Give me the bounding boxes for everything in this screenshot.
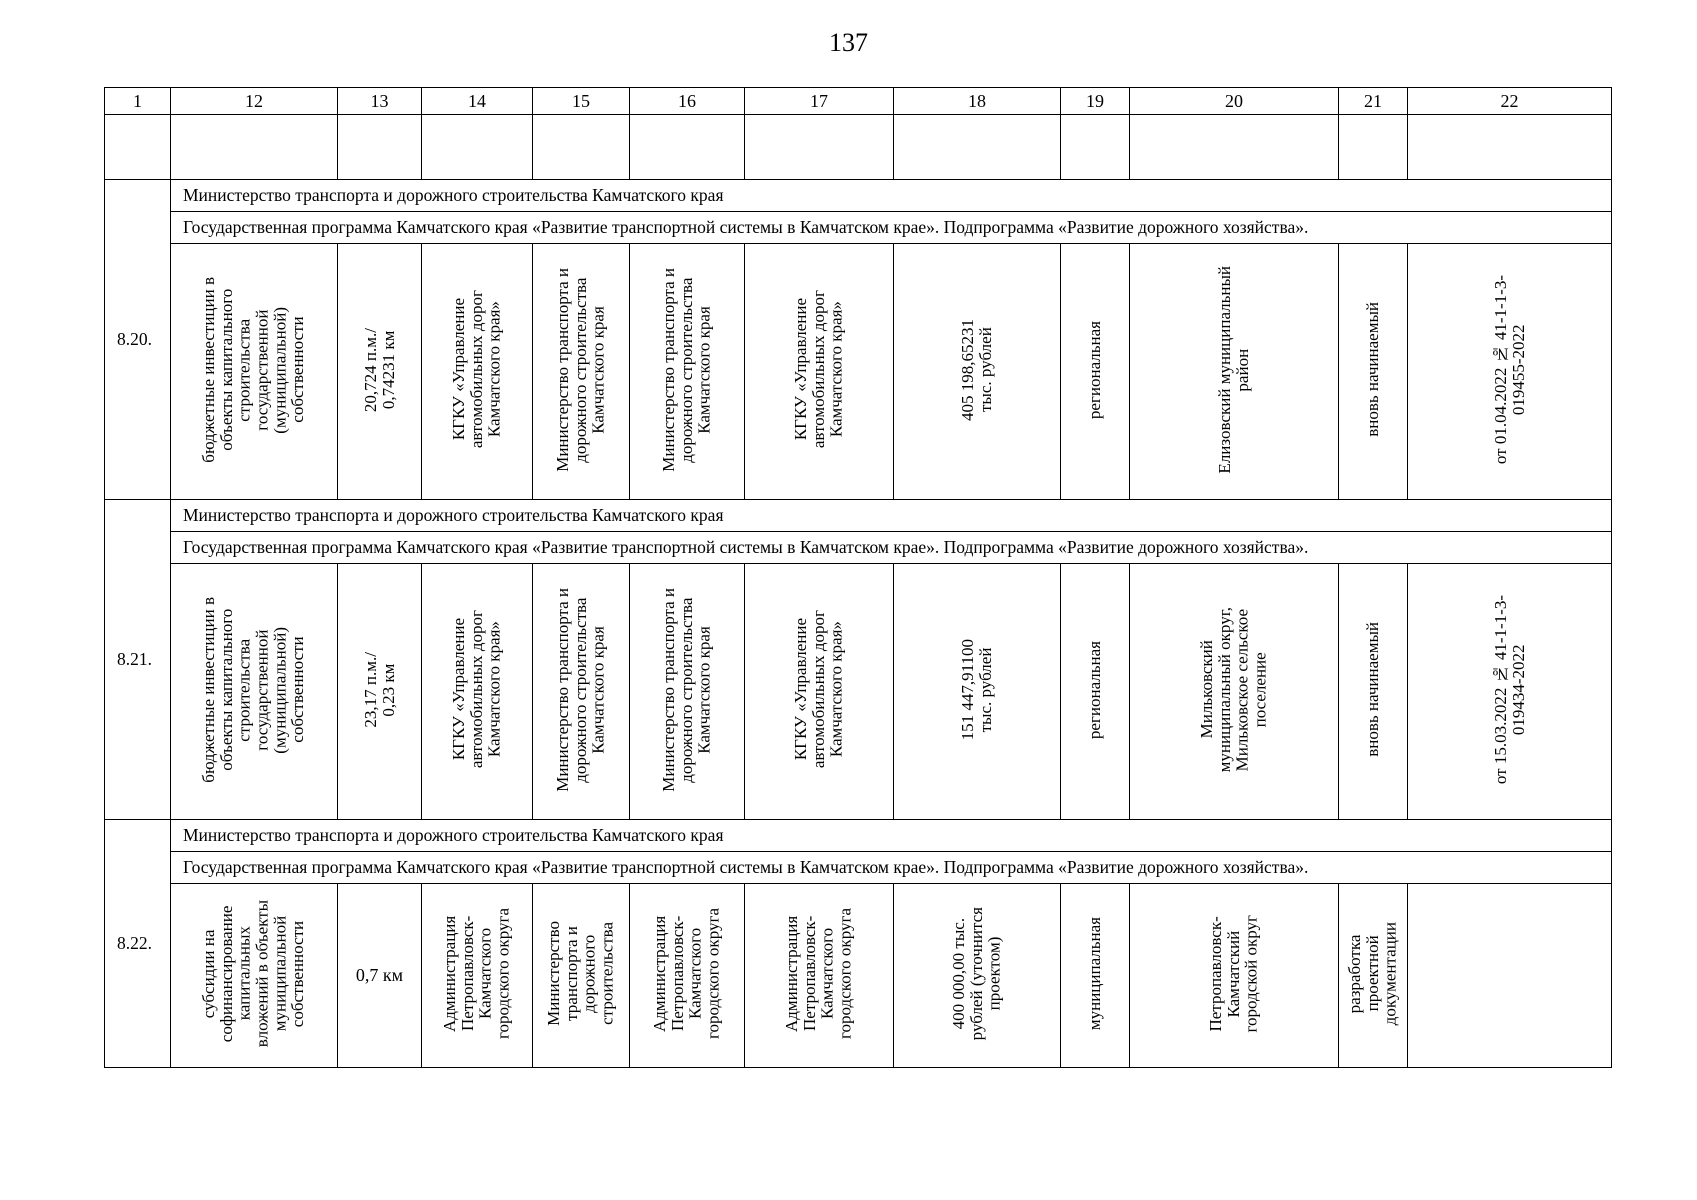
empty-cell [533, 115, 630, 180]
ministry-row [105, 180, 1612, 212]
program-row [105, 532, 1612, 564]
column-number: 12 [171, 88, 338, 115]
ministry-row [105, 500, 1612, 532]
detail-text: бюджетные инвестиции в объекты капитального строительства государственной (муниципальной) собственности [199, 276, 308, 463]
object-details-row [105, 244, 1612, 500]
detail-text: региональная [1085, 320, 1105, 419]
detail-cell [1339, 564, 1408, 820]
detail-cell [171, 564, 338, 820]
empty-cell [1339, 115, 1408, 180]
detail-cell [338, 564, 422, 820]
detail-text: Елизовский муниципальный район [1215, 265, 1252, 474]
detail-text: Администрация Петропавловск- Камчатского городского округа [650, 908, 723, 1040]
detail-text: Министерство транспорта и дорожного строительства Камчатского края [659, 587, 714, 792]
program-row [105, 212, 1612, 244]
detail-cell [338, 244, 422, 500]
detail-cell [422, 564, 533, 820]
object-details-row [105, 564, 1612, 820]
detail-cell [894, 244, 1061, 500]
detail-text: 23,17 п.м./ 0,23 км [360, 651, 398, 728]
detail-cell [533, 564, 630, 820]
detail-text: от 01.04.2022 № 41-1-1-3- 019455-2022 [1490, 275, 1528, 465]
detail-cell [1061, 564, 1130, 820]
detail-text: 400 000,00 тыс. рублей (уточнится проектом) [949, 906, 1004, 1041]
detail-text: вновь начинаемый [1363, 622, 1383, 757]
column-number: 18 [894, 88, 1061, 115]
detail-cell [1339, 244, 1408, 500]
detail-text: 0,7 км [355, 965, 404, 986]
detail-text: разработка проектной документации [1345, 921, 1400, 1026]
detail-cell [1408, 884, 1612, 1068]
column-number: 21 [1339, 88, 1408, 115]
detail-text: Мильковский муниципальный округ, Мильковское сельское поселение [1197, 606, 1270, 773]
ministry-name: Министерство транспорта и дорожного строительства Камчатского края [171, 500, 1612, 532]
detail-cell [533, 244, 630, 500]
empty-cell [171, 115, 338, 180]
detail-text: Администрация Петропавловск- Камчатского городского округа [782, 908, 855, 1040]
detail-text: 20,724 п.м./ 0,74231 км [360, 327, 398, 412]
empty-cell [105, 115, 171, 180]
detail-cell [422, 244, 533, 500]
empty-cell [1130, 115, 1339, 180]
detail-text: КГКУ «Управление автомобильных дорог Камчатского края» [791, 610, 846, 769]
detail-text: региональная [1085, 640, 1105, 739]
program-name: Государственная программа Камчатского края «Развитие транспортной системы в Камчатском крае». Подпрограмма «Развитие дорожного хозяйства». [171, 532, 1612, 564]
column-number: 22 [1408, 88, 1612, 115]
empty-cell [630, 115, 745, 180]
row-number: 8.22. [105, 820, 171, 1068]
detail-cell [1339, 884, 1408, 1068]
column-number: 16 [630, 88, 745, 115]
detail-cell [338, 884, 422, 1068]
detail-cell [630, 564, 745, 820]
column-number: 1 [105, 88, 171, 115]
ministry-row [105, 820, 1612, 852]
detail-cell [894, 564, 1061, 820]
empty-cell [338, 115, 422, 180]
detail-text: бюджетные инвестиции в объекты капитального строительства государственной (муниципальной) собственности [199, 596, 308, 783]
column-number: 17 [745, 88, 894, 115]
ministry-name: Министерство транспорта и дорожного строительства Камчатского края [171, 820, 1612, 852]
detail-text: вновь начинаемый [1363, 302, 1383, 437]
empty-row [105, 115, 1612, 180]
column-number: 14 [422, 88, 533, 115]
detail-cell [422, 884, 533, 1068]
empty-cell [745, 115, 894, 180]
empty-cell [1408, 115, 1612, 180]
detail-cell [1061, 884, 1130, 1068]
detail-text: Администрация Петропавловск- Камчатского городского округа [440, 908, 513, 1040]
page-number: 137 [829, 28, 868, 57]
ministry-name: Министерство транспорта и дорожного строительства Камчатского края [171, 180, 1612, 212]
row-number: 8.21. [105, 500, 171, 820]
detail-cell [171, 244, 338, 500]
program-name: Государственная программа Камчатского края «Развитие транспортной системы в Камчатском крае». Подпрограмма «Развитие дорожного хозяйства». [171, 212, 1612, 244]
detail-text: Петропавловск- Камчатский городской округ [1206, 914, 1261, 1033]
detail-cell [1061, 244, 1130, 500]
detail-text: Министерство транспорта и дорожного строительства [544, 921, 617, 1026]
column-number: 13 [338, 88, 422, 115]
detail-text: 151 447,91100 тыс. рублей [958, 638, 995, 741]
program-row [105, 852, 1612, 884]
object-details-row [105, 884, 1612, 1068]
detail-cell [533, 884, 630, 1068]
detail-text: муниципальная [1085, 917, 1105, 1031]
detail-cell [745, 884, 894, 1068]
detail-cell [745, 244, 894, 500]
detail-text: КГКУ «Управление автомобильных дорог Камчатского края» [449, 290, 504, 449]
detail-text: Министерство транспорта и дорожного строительства Камчатского края [659, 267, 714, 472]
column-number: 20 [1130, 88, 1339, 115]
detail-cell [171, 884, 338, 1068]
objects-table [104, 87, 1612, 1068]
detail-cell [1130, 244, 1339, 500]
detail-cell [894, 884, 1061, 1068]
detail-cell [1130, 884, 1339, 1068]
empty-cell [894, 115, 1061, 180]
detail-text: от 15.03.2022 № 41-1-1-3- 019434-2022 [1490, 595, 1528, 785]
detail-cell [745, 564, 894, 820]
column-number: 15 [533, 88, 630, 115]
detail-text: КГКУ «Управление автомобильных дорог Камчатского края» [449, 610, 504, 769]
detail-cell [1408, 564, 1612, 820]
program-name: Государственная программа Камчатского края «Развитие транспортной системы в Камчатском крае». Подпрограмма «Развитие дорожного хозяйства». [171, 852, 1612, 884]
detail-text: КГКУ «Управление автомобильных дорог Камчатского края» [791, 290, 846, 449]
detail-cell [1130, 564, 1339, 820]
detail-text: 405 198,65231 тыс. рублей [958, 318, 995, 421]
detail-text: субсидии на софинансирование капитальных вложений в объекты муниципальной собственности [199, 899, 308, 1048]
detail-text: Министерство транспорта и дорожного строительства Камчатского края [553, 587, 608, 792]
empty-cell [422, 115, 533, 180]
detail-cell [630, 884, 745, 1068]
detail-text: Министерство транспорта и дорожного строительства Камчатского края [553, 267, 608, 472]
column-number-row [105, 88, 1612, 115]
detail-cell [630, 244, 745, 500]
empty-cell [1061, 115, 1130, 180]
row-number: 8.20. [105, 180, 171, 500]
column-number: 19 [1061, 88, 1130, 115]
detail-cell [1408, 244, 1612, 500]
